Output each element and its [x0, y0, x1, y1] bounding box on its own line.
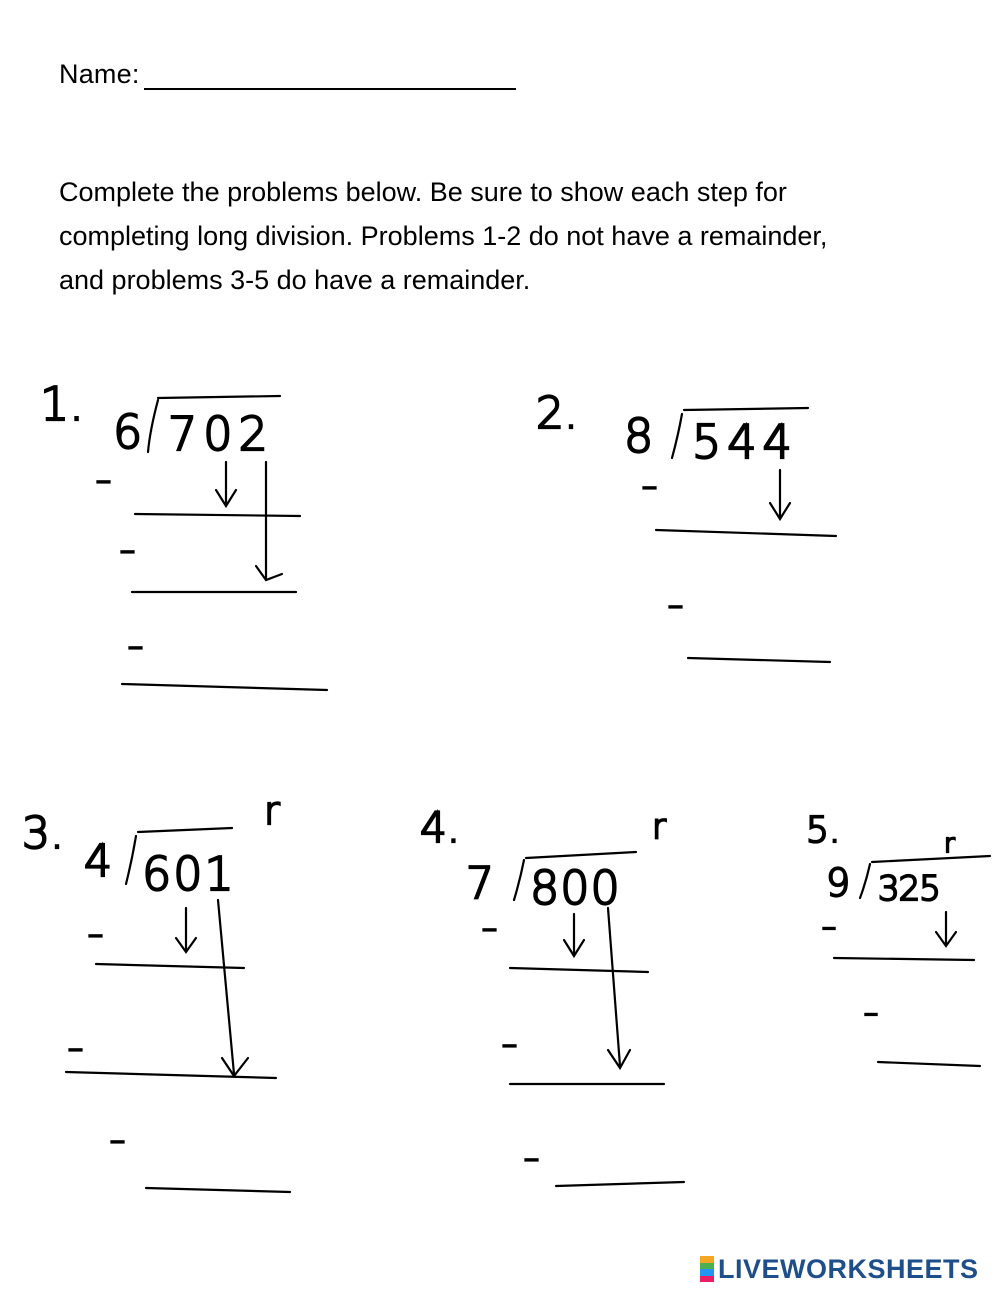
- problem-3-dividend: 601: [142, 847, 236, 901]
- problem-1-dividend: 702: [168, 407, 274, 461]
- problem-4-number: 4.: [420, 803, 461, 852]
- instruction-line-2: completing long division. Problems 1-2 do not have a remainder,: [59, 221, 828, 251]
- problem-5-answer-line-2[interactable]: [878, 1062, 980, 1066]
- problem-1-minus-1: –: [96, 463, 111, 498]
- problem-3-number: 3.: [22, 808, 64, 859]
- problem-3-vinculum: [138, 828, 232, 832]
- problem-3-answer-line-1[interactable]: [96, 964, 244, 968]
- name-label: Name:: [59, 59, 140, 89]
- problem-4-vinculum: [526, 852, 636, 858]
- problem-5: [806, 810, 990, 1066]
- liveworksheets-logo: [700, 1255, 979, 1283]
- problem-2-minus-1: –: [642, 469, 657, 504]
- problem-4-minus-2: –: [502, 1027, 517, 1062]
- problem-5-divisor: 9: [826, 861, 851, 905]
- problem-1-answer-line-3[interactable]: [122, 684, 327, 690]
- problem-4-arrow-2-shaft: [608, 908, 620, 1066]
- problem-4-remainder-mark: r: [652, 807, 666, 847]
- problem-2-minus-2: –: [668, 588, 683, 623]
- problem-4-minus-3: –: [524, 1141, 539, 1176]
- problem-4-minus-1: –: [482, 911, 497, 946]
- problem-2-dividend: 544: [692, 415, 798, 469]
- problem-5-bracket: [860, 864, 870, 898]
- problem-3-divisor: 4: [84, 836, 112, 887]
- problem-1-bracket: [148, 400, 158, 452]
- logo-mark-band-4: [700, 1276, 714, 1283]
- problem-3-arrow-2-shaft: [218, 900, 234, 1074]
- problem-3-answer-line-3[interactable]: [146, 1188, 290, 1192]
- problem-1-answer-line-1[interactable]: [135, 514, 300, 516]
- problem-2-divisor: 8: [624, 409, 654, 463]
- problem-3-bracket: [126, 836, 136, 884]
- problem-2-vinculum: [684, 408, 808, 410]
- problem-5-dividend: 325: [878, 869, 940, 909]
- logo-text: LIVEWORKSHEETS: [718, 1253, 979, 1284]
- problem-1-number: 1.: [40, 377, 84, 431]
- problem-1-divisor: 6: [113, 405, 143, 459]
- problem-3-remainder-mark: r: [264, 789, 280, 833]
- problem-4-divisor: 7: [466, 858, 494, 909]
- problem-2-number: 2.: [536, 388, 578, 439]
- problem-3-minus-2: –: [68, 1031, 83, 1066]
- problem-2: [536, 388, 836, 662]
- problem-1-arrow-2-head: [256, 566, 282, 580]
- problem-4-dividend: 800: [530, 861, 621, 915]
- problem-5-minus-2: –: [864, 996, 878, 1029]
- problem-5-number: 5.: [806, 810, 841, 851]
- problem-1-minus-3: –: [128, 629, 143, 664]
- problem-3-answer-line-2[interactable]: [66, 1072, 276, 1078]
- problem-5-minus-1: –: [822, 910, 836, 943]
- problem-1-minus-2: –: [120, 533, 135, 568]
- problem-2-answer-line-1[interactable]: [656, 530, 836, 536]
- problem-4-answer-line-1[interactable]: [510, 968, 648, 972]
- problem-4: [420, 803, 684, 1186]
- problem-3-minus-3: –: [110, 1123, 125, 1158]
- problem-1-vinculum: [158, 396, 280, 398]
- problem-5-remainder-mark: r: [944, 829, 955, 859]
- problem-5-answer-line-1[interactable]: [834, 958, 974, 960]
- problem-4-answer-line-3[interactable]: [556, 1182, 684, 1186]
- problem-1: [40, 377, 327, 690]
- logo-mark-icon: [700, 1256, 714, 1282]
- instruction-line-1: Complete the problems below. Be sure to show each step for: [59, 177, 787, 207]
- problem-3: [22, 789, 290, 1192]
- problem-3-minus-1: –: [88, 917, 103, 952]
- problem-2-answer-line-2[interactable]: [688, 658, 830, 662]
- instruction-line-3: and problems 3-5 do have a remainder.: [59, 265, 531, 295]
- problem-5-vinculum: [872, 856, 990, 862]
- problem-2-bracket: [672, 414, 682, 458]
- problem-4-bracket: [514, 860, 524, 900]
- problem-3-arrow-2-head: [222, 1058, 248, 1076]
